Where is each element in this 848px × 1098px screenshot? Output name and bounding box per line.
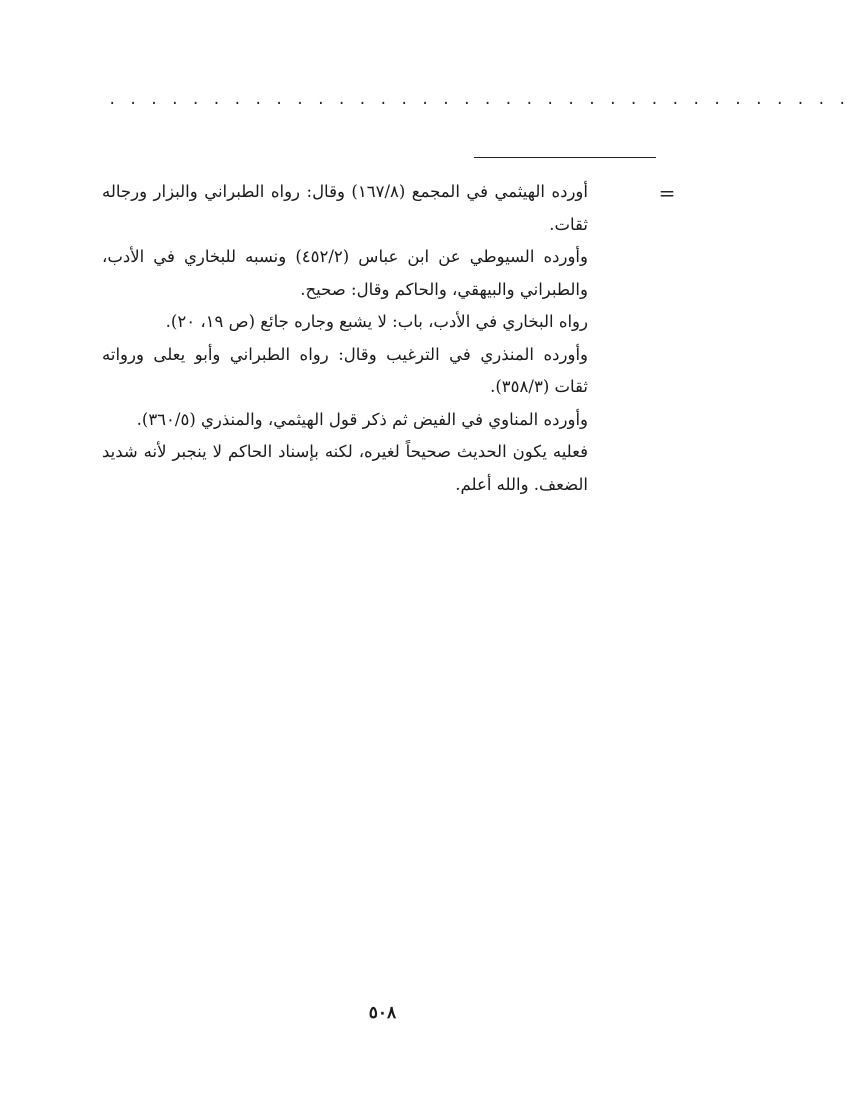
footnotes-block [102, 176, 588, 501]
footnote-paragraph: وأورده المنذري في الترغيب وقال: رواه الطبراني وأبو يعلى ورواته ثقات (٣٥٨/٣). [102, 344, 588, 396]
page-number: ٥٠٨ [368, 1003, 397, 1023]
section-separator-dots: · · · · · · · · · · · · · · · · · · · · · · · · · · · · · · · · · · · · [108, 96, 848, 112]
footnote-paragraph: وأورده المناوي في الفيض ثم ذكر قول الهيثمي، والمنذري (٣٦٠/٥). [136, 409, 588, 429]
footnote-paragraph: وأورده السيوطي عن ابن عباس (٤٥٢/٢) ونسبه للبخاري في الأدب، والطبراني والبيهقي، والحاكم وقال: صحيح. [102, 247, 588, 299]
footnote-rule [474, 157, 656, 158]
footnote-paragraph: أورده الهيثمي في المجمع (١٦٧/٨) وقال: رواه الطبراني والبزار ورجاله ثقات. [102, 182, 588, 234]
footnote-paragraph: رواه البخاري في الأدب، باب: لا يشبع وجاره جائع (ص ١٩، ٢٠). [165, 312, 588, 331]
continuation-mark: = [658, 181, 676, 205]
footnote-paragraph: فعليه يكون الحديث صحيحاً لغيره، لكنه بإسناد الحاكم لا ينجبر لأنه شديد الضعف. والله أعلم. [102, 442, 588, 494]
